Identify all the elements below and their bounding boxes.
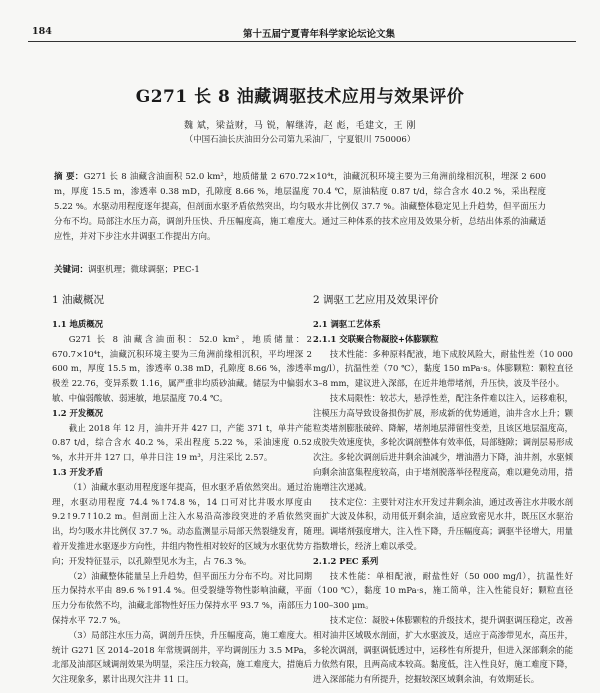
header-rule xyxy=(28,41,576,42)
running-header xyxy=(28,26,576,40)
left-column xyxy=(52,293,312,687)
contradiction-paragraph-2: （2）油藏整体能量呈上升趋势，但平面压力分布不均。对比同期压力保持水平由 89.6 %↑91.4 %。但受裂缝等物性影响油藏，平面压力分布依然不均，油藏北部物性好压力保持水平 93.7 %，南部压力保持水平 72.7 %。 xyxy=(52,570,312,625)
abstract-label: 摘 要： xyxy=(54,172,84,182)
pec-performance-paragraph: 技术性能：单相配液，耐盐性好（50 000 mg/l），抗温性好（100 ℃），黏度 10 mPa·s，施工简单，注入性能良好；颗粒直径 100–300 μm。 xyxy=(313,570,573,611)
contradiction-paragraph-3: （3）局部注水压力高，调剖升压快，升压幅度高，施工难度大。统计 G271 区 2014–2018 年常规调剖井，平均调剖压力 3.5 MPa，北部及油部区域调剖效果为明显，采注压力较高，施工难度大，措施后欠注现象多，累计出现欠注井 11 口。 xyxy=(52,629,312,685)
page-number: 184 xyxy=(32,26,52,37)
subsection-heading-2-1-1: 2.1.1 交联聚合物凝胶+体膨颗粒 xyxy=(313,333,439,344)
subsection-heading-1-2: 1.2 开发概况 xyxy=(52,407,103,418)
geology-paragraph: G271 长 8 油藏含油面积：52.0 km²，地质储量：2 670.7×10⁴t，油藏沉积环境主要为三角洲前缘相沉积，平均埋深 2 600 m，厚度 15.5 m，渗透率 0.38 mD，孔隙度 8.66 %，渗透率极差 22.76，变异系数 1.16，属严重非均质砂油藏。储层为中偏弱水敏、中偏弱酸敏、弱速敏，地层温度 70.4 ℃。 xyxy=(52,333,312,403)
abstract-text: G271 长 8 油藏含油面积 52.0 km²，地质储量 2 670.72×10⁴t，油藏沉积环境主要为三角洲前缘相沉积，埋深 2 600 m，厚度 15.5 m，渗透率 0.38 mD，孔隙度 8.66 %，地层温度 70.4 ℃，原油粘度 0.87 t/d，综合含水 40.2 %，采出程度 5.22 %。水驱动用程度逐年提高，但剖面水驱矛盾依然突出，均匀吸水井比例仅 37.7 %。油藏整体稳定见上升趋势，但平面压力分布不均。局部注水压力高，调剖升压快、升压幅度高，施工难度大。通过三种体系的技术应用及效果分析，总结出体系的油藏适应性，并对下步注水井调驱工作提出方向。 xyxy=(54,172,546,242)
subsection-heading-2-1-2: 2.1.2 PEC 系列 xyxy=(313,555,379,566)
keywords-text: 调驱机理；微球调驱；PEC-1 xyxy=(88,265,200,275)
affiliation: （中国石油长庆油田分公司第九采油厂，宁夏银川 750006） xyxy=(184,135,416,145)
right-column xyxy=(313,293,573,687)
pec-positioning-paragraph: 技术定位：凝胶+体膨颗粒的升级技术，提升调驱调压稳定，改善相对油井区域吸水剖面，扩大水驱波及，适应于高渗带见水，高压井，多轮次调剖，调驱调低透过中，运移性有所提升，但进入深部剩余的能力依然有限，且两高成本较高。黏度低，注入性良好，施工难度下降，进入深部能力有所提升，挖掘较深区域剩余油，有效期延长。 xyxy=(313,614,573,685)
development-paragraph: 截止 2018 年 12 月，油井开井 427 口，产能 371 t，单井产能 0.87 t/d，综合含水 40.2 %，采出程度 5.22 %，采油速度 0.52 %，水井开井 127 口，单井日注 19 m³，月注采比 2.57。 xyxy=(52,422,312,463)
subsection-heading-1-1: 1.1 地质概况 xyxy=(52,319,103,329)
author-list: 魏 斌，梁益财，马 锐，解继涛，赵 彪，毛建文，王 刚 xyxy=(184,121,416,131)
subsection-heading-1-3: 1.3 开发矛盾 xyxy=(52,466,103,477)
contradiction-paragraph-1: （1）油藏水驱动用程度逐年提高，但水驱矛盾依然突出。通过治理，水驱动用程度 74.4 %↑74.8 %，14 口可对比井吸水厚度由 9.2↑9.7↑10.2 m。但剖面上注入水易沿高渗段突进的矛盾依然突出，均匀吸水井比例仅 37.7 %。动态监测显示局部天然裂缝发育，随着开发推进水驱逐步方向性，井组内物性相对较好的区域为水驱优势方向；开发特征显示，以孔隙型见水为主，占 76.3 %。 xyxy=(52,481,312,566)
abstract xyxy=(54,170,546,245)
keywords xyxy=(54,263,546,278)
paper-title: G271 长 8 油藏调驱技术应用与效果评价 xyxy=(135,87,465,107)
keywords-label: 关键词： xyxy=(54,265,89,275)
journal-title: 第十五届宁夏青年科学家论坛论文集 xyxy=(243,29,396,40)
section-heading-1: 1 油藏概况 xyxy=(52,294,105,306)
section-heading-2: 2 调驱工艺应用及效果评价 xyxy=(313,294,439,306)
gel-positioning-paragraph: 技术定位：主要针对注水开发过井剩余油，通过改善注水井吸水剖面扩大波及体积，动用低开剩余油，适应致密见水井，既压区水驱治理。调堵剂强度增大，注入性下降，升压幅度高；调驱半径增大，用量指数增长，经济上难以承受。 xyxy=(313,496,573,551)
subsection-heading-2-1: 2.1 调驱工艺体系 xyxy=(313,319,381,329)
gel-performance-paragraph: 技术性能：多种原料配液，地下成胶风险大，耐盐性差（10 000 mg/l），抗温性差（70 ℃），黏度 150 mPa·s。体膨颗粒：颗粒直径 3–8 mm，建议进入深部，在近井地带堵剂，升压快，波及半径小。 xyxy=(313,348,573,389)
gel-limitation-paragraph: 技术局限性：较芯大，悬浮性差，配注条件难以注入，运移难积，注模压力高导致设备损伤扩展，形成新的优势通道，油井含水上升；颗粒类堵剂膨胀破碎、降解，堵剂地层滞留性变差，且该区地层温度高，成胶失效速度快，多轮次调剖整体有效率低，局部缝隙；调剖层易形成次注。多轮次调剖后进井剩余油减少，增油潜力下降，油井剂，水驱倾向剩余油富集程度较高，由于堵剂脱落举径程度高，难以避免动用，措施增注次递减。 xyxy=(313,392,573,492)
